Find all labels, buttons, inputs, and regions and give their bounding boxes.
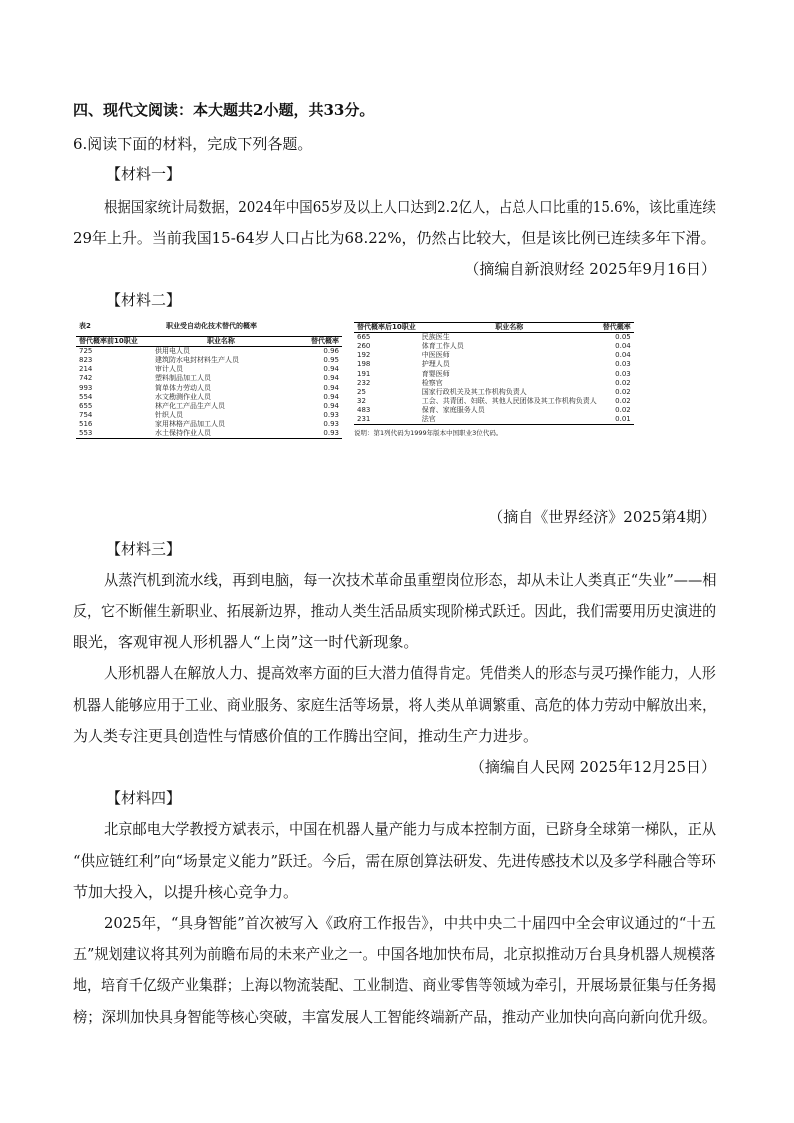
col-header-name: 职业名称 bbox=[152, 337, 290, 347]
table-row bbox=[76, 383, 342, 392]
table-cell: 0.94 bbox=[323, 401, 339, 410]
table-cell: 0.04 bbox=[615, 351, 631, 360]
table-cell: 25 bbox=[357, 387, 366, 396]
material-2-label: 【材料二】 bbox=[106, 291, 182, 309]
table-cell: 0.05 bbox=[615, 333, 631, 342]
col-header-prob: 替代概率 bbox=[600, 323, 634, 333]
table-row bbox=[354, 351, 634, 360]
material-4-line: 2025年，“具身智能”首次被写入《政府工作报告》，中共中央二十届四中全会审议通过的“十五 bbox=[104, 914, 716, 932]
table-row bbox=[354, 397, 634, 406]
material-3-line: 人形机器人在解放人力、提高效率方面的巨大潜力值得肯定。凭借类人的形态与灵巧操作能力，人形 bbox=[104, 664, 716, 682]
material-3-line: 眼光，客观审视人形机器人“上岗”这一时代新现象。 bbox=[73, 633, 419, 651]
table-cell: 754 bbox=[79, 410, 93, 419]
material-3-label: 【材料三】 bbox=[106, 540, 182, 558]
table-cell: 0.96 bbox=[323, 347, 339, 356]
table-caption bbox=[76, 322, 342, 336]
table-cell: 水土保持作业人员 bbox=[152, 429, 290, 439]
table-row bbox=[76, 356, 342, 365]
table-note: 说明：第1列代码为1999年版本中国职业3位代码。 bbox=[354, 429, 503, 438]
table-row bbox=[76, 365, 342, 374]
table-cell: 198 bbox=[357, 360, 371, 369]
col-header-code: 替代概率后10职业 bbox=[354, 323, 419, 333]
table-cell: 0.03 bbox=[615, 360, 631, 369]
table-cell: 保育、家庭服务人员 bbox=[421, 405, 485, 414]
table-cell: 塑料制品加工人员 bbox=[155, 374, 211, 383]
table-cell: 214 bbox=[79, 365, 93, 374]
table-cell: 0.01 bbox=[600, 415, 634, 425]
table-cell: 553 bbox=[76, 429, 152, 439]
col-header-prob: 替代概率 bbox=[290, 337, 342, 347]
table-cell: 体育工作人员 bbox=[421, 342, 464, 351]
table-cell: 0.94 bbox=[323, 374, 339, 383]
table-cell: 0.93 bbox=[323, 419, 339, 428]
table-cell: 林产化工产品生产人员 bbox=[155, 401, 225, 410]
material-3-line: 反，它不断催生新职业、拓展新边界，推动人类生活品质实现阶梯式跃迁。因此，我们需要用历史演进的 bbox=[73, 602, 717, 620]
table-cell: 0.02 bbox=[615, 405, 631, 414]
table-cell: 191 bbox=[357, 369, 371, 378]
material-4-line: 地，培育千亿级产业集群；上海以物流装配、工业制造、商业零售等领域为牵引，开展场景征集与任务揭 bbox=[73, 976, 717, 994]
table-cell: 0.93 bbox=[290, 429, 342, 439]
table-row bbox=[354, 379, 634, 388]
table-row bbox=[76, 374, 342, 383]
table-row bbox=[76, 347, 342, 357]
table-cell: 0.02 bbox=[615, 396, 631, 405]
table-cell: 建筑防水电封材料生产人员 bbox=[155, 356, 239, 365]
table-cell: 工会、共青团、妇联、其他人民团体及其工作机构负责人 bbox=[421, 396, 597, 405]
table-row bbox=[354, 333, 634, 343]
question-prompt: 6.阅读下面的材料，完成下列各题。 bbox=[73, 135, 313, 153]
table-row bbox=[354, 369, 634, 378]
material-3-line: 机器人能够应用于工业、商业服务、家庭生活等场景，将人类从单调繁重、高危的体力劳动中解放出来， bbox=[73, 696, 717, 714]
table-cell: 供用电人员 bbox=[155, 347, 190, 356]
material-4-line: “供应链红利”向“场景定义能力”跃迁。今后，需在原创算法研发、先进传感技术以及多学科融合等环 bbox=[73, 852, 716, 870]
table-cell: 0.95 bbox=[323, 356, 339, 365]
table-row bbox=[76, 420, 342, 429]
table-cell: 护理人员 bbox=[421, 360, 450, 369]
col-header-name: 职业名称 bbox=[419, 323, 600, 333]
table-row bbox=[354, 342, 634, 351]
table-row bbox=[354, 388, 634, 397]
material-4-line: 节加大投入，以提升核心竞争力。 bbox=[73, 883, 299, 901]
table-cell: 823 bbox=[79, 356, 93, 365]
table-cell: 192 bbox=[357, 351, 371, 360]
table-cell: 中医医师 bbox=[421, 351, 450, 360]
table-cell: 0.03 bbox=[615, 369, 631, 378]
table-cell: 0.02 bbox=[615, 387, 631, 396]
table-cell: 725 bbox=[79, 347, 93, 356]
table-cell: 家用林格产品加工人员 bbox=[155, 419, 225, 428]
table-cell: 针织人员 bbox=[155, 410, 183, 419]
material-3-line: 从蒸汽机到流水线，再到电脑，每一次技术革命虽重塑岗位形态，却从未让人类真正“失业”——相 bbox=[104, 571, 717, 589]
table-cell: 0.93 bbox=[323, 410, 339, 419]
table-cell: 483 bbox=[357, 405, 371, 414]
table-cell: 231 bbox=[354, 415, 419, 425]
table-cell: 水文勘测作业人员 bbox=[155, 392, 211, 401]
table-cell: 260 bbox=[357, 342, 371, 351]
table-row bbox=[76, 411, 342, 420]
material-2-source: （摘自《世界经济》2025第4期） bbox=[488, 508, 716, 526]
table-cell: 民族医生 bbox=[421, 333, 450, 342]
material-4-label: 【材料四】 bbox=[106, 789, 182, 807]
table-cell: 993 bbox=[79, 383, 93, 392]
table-cell: 法官 bbox=[419, 415, 600, 425]
table-cell: 简单体力劳动人员 bbox=[155, 383, 211, 392]
table-cell: 0.02 bbox=[615, 378, 631, 387]
table-cell: 516 bbox=[79, 419, 93, 428]
occupation-table-bottom10 bbox=[354, 322, 630, 438]
section-title: 四、现代文阅读：本大题共2小题，共33分。 bbox=[73, 101, 375, 119]
table-cell: 0.94 bbox=[323, 365, 339, 374]
table-row bbox=[354, 406, 634, 415]
material-4-line: 榜；深圳加快具身智能等核心突破，丰富发展人工智能终端新产品，推动产业加快向高向新向优升级。 bbox=[73, 1008, 717, 1026]
material-4-line: 北京邮电大学教授方斌表示，中国在机器人量产能力与成本控制方面，已跻身全球第一梯队，正从 bbox=[104, 820, 717, 838]
table-cell: 审计人员 bbox=[155, 365, 183, 374]
table-title: 职业受自动化技术替代的概率 bbox=[166, 322, 257, 330]
material-1-line-1: 根据国家统计局数据，2024年中国65岁及以上人口达到2.2亿人，占总人口比重的15.6%，该比重连续 bbox=[104, 198, 716, 216]
table-cell: 国家行政机关及其工作机构负责人 bbox=[421, 387, 527, 396]
table-cell: 655 bbox=[79, 401, 93, 410]
table-cell: 742 bbox=[79, 374, 93, 383]
material-1-line-2: 29年上升。当前我国15-64岁人口占比为68.22%，仍然占比较大，但是该比例已连续多年下滑。 bbox=[73, 229, 716, 247]
table-cell: 232 bbox=[357, 378, 371, 387]
table-cell: 育婴医师 bbox=[421, 369, 450, 378]
table-cell: 665 bbox=[357, 333, 371, 342]
table-row bbox=[354, 360, 634, 369]
table-header-row bbox=[354, 323, 634, 333]
table-header-row bbox=[76, 337, 342, 347]
table-row bbox=[76, 402, 342, 411]
table-row bbox=[76, 393, 342, 402]
table-cell: 554 bbox=[79, 392, 93, 401]
table-number: 表2 bbox=[79, 322, 91, 330]
table-row bbox=[354, 415, 634, 425]
table-cell: 0.04 bbox=[615, 342, 631, 351]
material-3-source: （摘编自人民网 2025年12月25日） bbox=[469, 758, 716, 776]
material-1-source: （摘编自新浪财经 2025年9月16日） bbox=[464, 260, 716, 278]
material-1-label: 【材料一】 bbox=[106, 165, 182, 183]
table-cell: 0.94 bbox=[323, 383, 339, 392]
table-cell: 32 bbox=[357, 396, 366, 405]
occupation-table-top10 bbox=[76, 322, 342, 439]
material-4-line: 五”规划建议将其列为前瞻布局的未来产业之一。中国各地加快布局，北京拟推动万台具身机器人规模落 bbox=[73, 945, 716, 963]
table-cell: 检察官 bbox=[421, 378, 443, 387]
material-3-line: 为人类专注更具创造性与情感价值的工作腾出空间，推动生产力进步。 bbox=[73, 727, 539, 745]
col-header-code: 替代概率前10职业 bbox=[76, 337, 152, 347]
table-cell: 0.94 bbox=[323, 392, 339, 401]
table-row bbox=[76, 429, 342, 439]
